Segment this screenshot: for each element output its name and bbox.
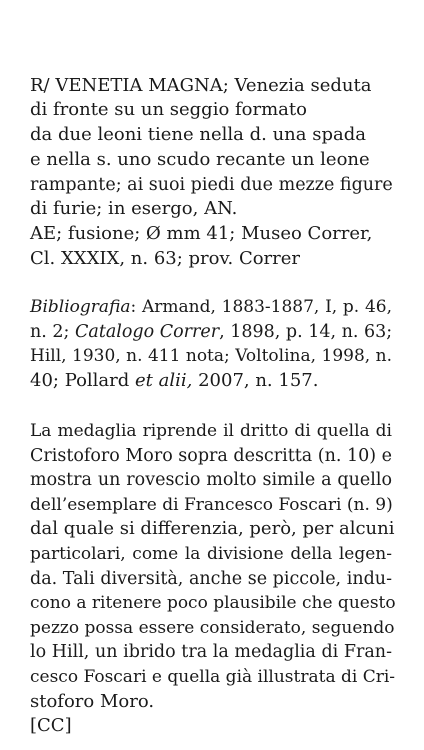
bibliography-text: n. 2; [30,322,75,342]
author-initials: [CC] [30,715,72,736]
description-line: di fronte su un seggio formato [30,99,307,120]
commentary-line: cono a ritenere poco plausibile che questo [30,593,396,613]
commentary-line: mostra un rovescio molto simile a quello [30,470,392,490]
bibliography-line [30,295,392,319]
description-line: di furie; in esergo, AN. [30,198,238,219]
commentary-line: cesco Foscari e quella già illustrata di Cri- [30,667,396,687]
commentary-line: pezzo possa essere considerato, seguendo [30,618,395,638]
description-line: R/ VENETIA MAGNA; Venezia seduta [30,75,372,96]
bibliography-label: Bibliografia [30,297,131,317]
commentary-line: dell’esemplare di Francesco Foscari (n. 9) [30,495,393,515]
bibliography-text: , 1898, p. 14, n. 63; [219,322,393,342]
commentary-line: particolari, come la divisione della legen- [30,544,392,564]
bibliography-line: Hill, 1930, n. 411 nota; Voltolina, 1998, n. [30,346,392,366]
bibliography-text: 2007, n. 157. [192,370,319,391]
bibliography-line [30,369,318,393]
bibliography-text: 40; Pollard [30,370,136,391]
bibliography-italic-etal: et alii, [135,370,193,391]
commentary-line: La medaglia riprende il dritto di quella di [30,421,392,441]
commentary-line: da. Tali diversità, anche se piccole, indu- [30,569,392,589]
bibliography-italic-title: Catalogo Correr [75,322,220,342]
commentary-line: dal quale si differenzia, però, per alcuni [30,518,395,539]
commentary-line: stoforo Moro. [30,691,155,712]
description-line: Cl. XXXIX, n. 63; prov. Correr [30,248,301,269]
description-line: rampante; ai suoi piedi due mezze figure [30,175,393,195]
commentary-line: lo Hill, un ibrido tra la medaglia di Fran- [30,642,392,662]
commentary-line: Cristoforo Moro sopra descritta (n. 10) e [30,446,392,466]
description-line: AE; fusione; Ø mm 41; Museo Correr, [30,223,373,244]
bibliography-line [30,320,392,344]
description-line: da due leoni tiene nella d. una spada [30,124,366,145]
bibliography-text: : Armand, 1883-1887, I, p. 46, [130,297,392,317]
description-line: e nella s. uno scudo recante un leone [30,149,370,170]
